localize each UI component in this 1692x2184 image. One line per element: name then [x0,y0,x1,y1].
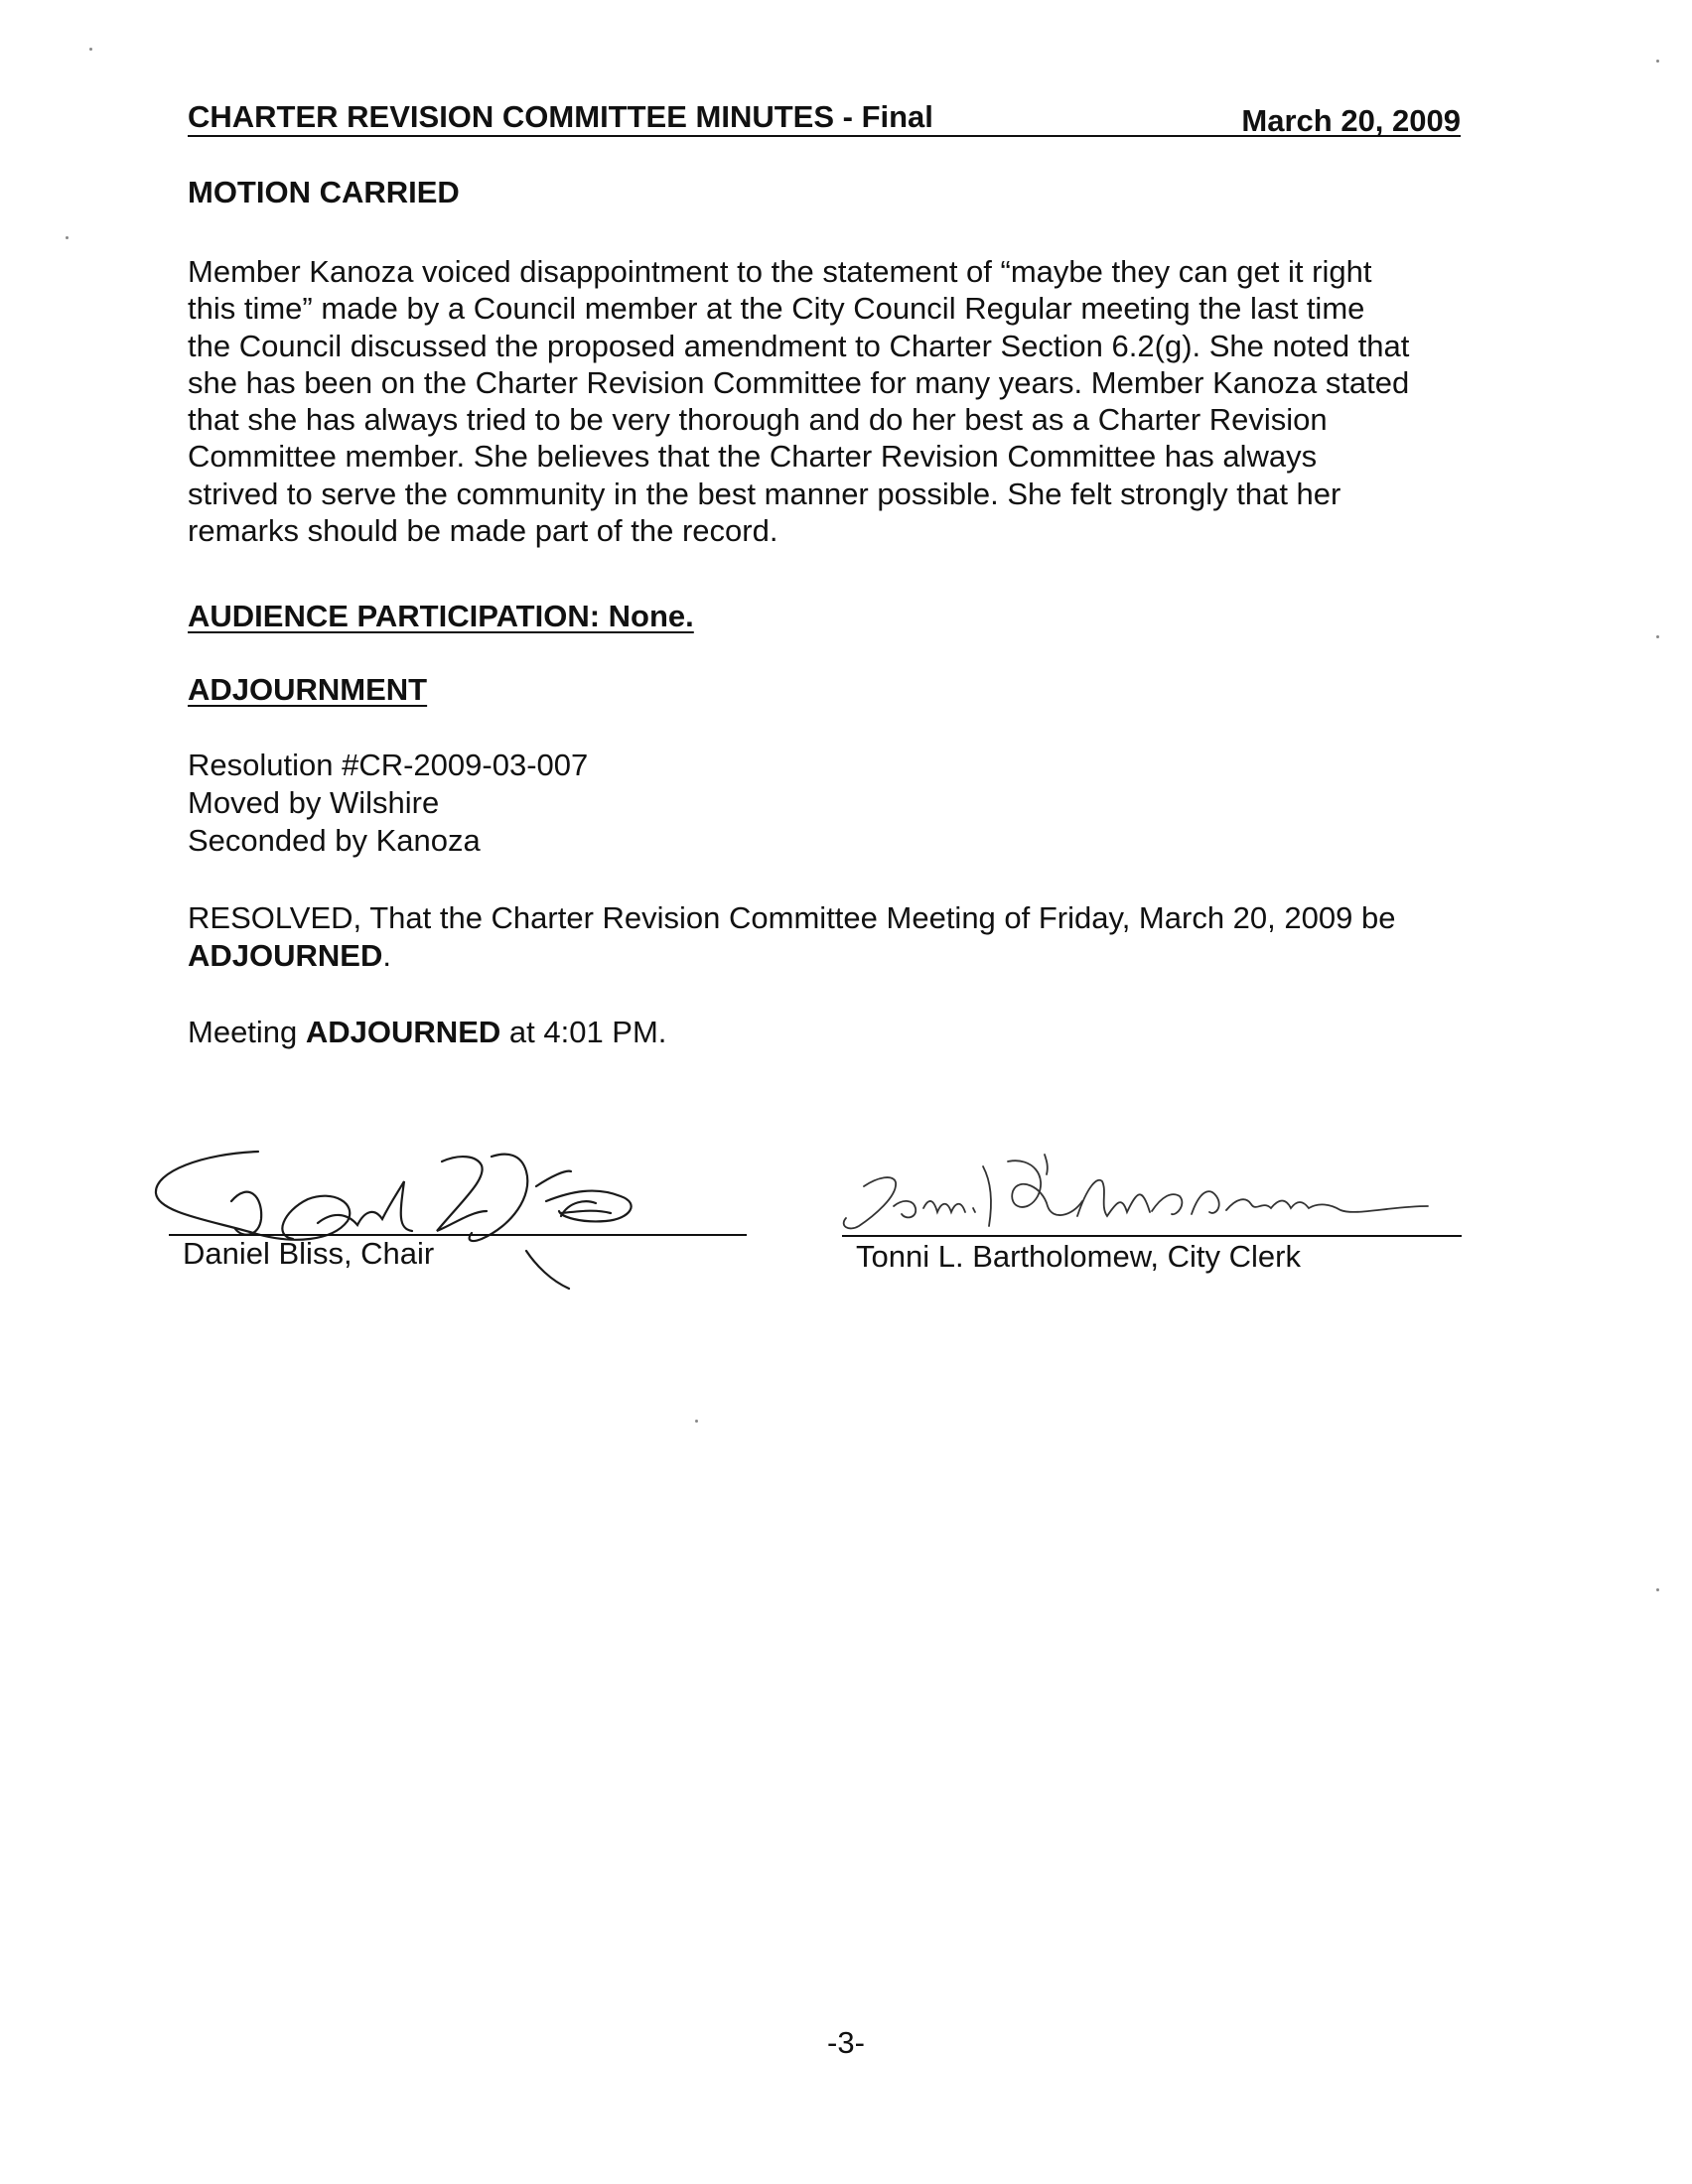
statement-line: that she has always tried to be very thorough and do her best as a Charter Revision [188,402,1328,438]
resolution-moved-by: Moved by Wilshire [188,785,440,820]
statement-line: Committee member. She believes that the Charter Revision Committee has always [188,439,1318,475]
statement-paragraph [188,253,1508,549]
clerk-signature-line [842,1235,1462,1237]
resolved-adjourned [188,938,391,974]
resolution-number: Resolution #CR-2009-03-007 [188,748,589,782]
statement-line: she has been on the Charter Revision Committee for many years. Member Kanoza stated [188,364,1410,400]
scan-speck [1656,635,1659,638]
statement-line: this time” made by a Council member at the City Council Regular meeting the last time [188,291,1365,327]
scan-speck [1656,1588,1659,1591]
header-date: March 20, 2009 [1241,103,1461,138]
resolved-adjourned-period: . [382,938,391,973]
page-header [188,97,1461,137]
motion-heading: MOTION CARRIED [188,175,460,209]
statement-line: Member Kanoza voiced disappointment to the statement of “maybe they can get it right [188,254,1372,289]
statement-line: the Council discussed the proposed amendment to Charter Section 6.2(g). She noted that [188,328,1410,363]
scan-speck [66,236,69,239]
audience-heading: AUDIENCE PARTICIPATION: None. [188,599,694,633]
adjournment-heading: ADJOURNMENT [188,672,428,707]
clerk-name: Tonni L. Bartholomew, City Clerk [856,1239,1301,1274]
scan-speck [1656,60,1659,63]
meeting-prefix: Meeting [188,1015,306,1049]
meeting-adjourned-bold: ADJOURNED [305,1015,501,1049]
meeting-adjourned-line [188,1015,666,1050]
statement-line: remarks should be made part of the record. [188,513,778,549]
header-title: CHARTER REVISION COMMITTEE MINUTES - Final [188,99,933,134]
chair-name: Daniel Bliss, Chair [183,1236,435,1271]
scan-speck [695,1420,698,1423]
resolution-seconded-by: Seconded by Kanoza [188,823,481,858]
page-number: -3- [827,2025,865,2060]
meeting-suffix: at 4:01 PM. [500,1015,667,1049]
resolved-adjourned-bold: ADJOURNED [188,938,383,973]
clerk-signature-graphic [834,1147,1450,1246]
statement-line: strived to serve the community in the best manner possible. She felt strongly that her [188,476,1341,511]
scan-speck [89,48,92,51]
resolved-text: RESOLVED, That the Charter Revision Committee Meeting of Friday, March 20, 2009 be [188,900,1396,935]
